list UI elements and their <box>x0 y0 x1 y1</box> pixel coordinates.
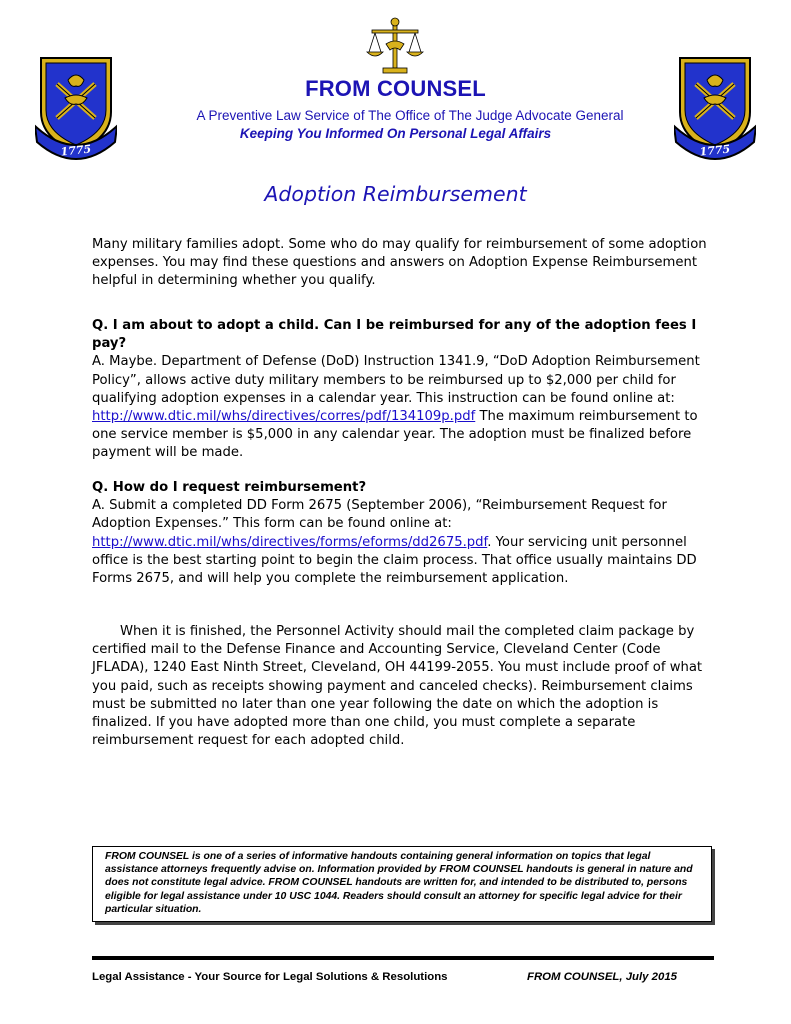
crest-year-right: 1775 <box>698 142 731 159</box>
footer-edition: FROM COUNSEL, July 2015 <box>527 971 678 983</box>
dd-form-link[interactable]: http://www.dtic.mil/whs/directives/forms/eforms/dd2675.pdf <box>92 534 488 550</box>
question-1: Q. I am about to adopt a child. Can I be reimbursed for any of the adoption fees I pay? <box>92 318 697 352</box>
scales-of-justice-icon <box>366 14 424 76</box>
intro-text: Many military families adopt. Some who do may qualify for reimbursement of some adoption expenses. You may find these questions and answers on Adoption Expense Reimbursement helpful in determining whether you qualify. <box>92 237 707 289</box>
crest-year-left: 1775 <box>59 142 92 159</box>
page-title: FROM COUNSEL <box>305 76 486 101</box>
closing-paragraph <box>92 623 712 750</box>
intro-paragraph <box>92 236 712 291</box>
question-2: Q. How do I request reimbursement? <box>92 480 367 495</box>
question-1-block <box>92 317 712 463</box>
page-subtitle: A Preventive Law Service of The Office of The Judge Advocate General <box>196 108 624 123</box>
answer-2-text-cont: . Your servicing unit personnel office is the best starting point to begin the claim process. That office usually maintains DD Forms 2675, and will help you complete the reimbursement application. <box>92 534 697 587</box>
footer-slogan: Legal Assistance - Your Source for Legal Solutions & Resolutions <box>92 971 448 983</box>
disclaimer-box: FROM COUNSEL is one of a series of informative handouts containing general information on topics that legal assistance attorneys frequently advise on. Information provided by FROM COUNSEL handouts is general in nature and does not constitute legal advice. FROM COUNSEL handouts are written for, and intended to be distributed to, persons eligible for legal assistance under 10 USC 1044. Readers should consult an attorney for specific legal advice for their particular situation. <box>92 846 712 922</box>
answer-1-text: A. Maybe. Department of Defense (DoD) Instruction 1341.9, “DoD Adoption Reimbursement Policy”, allows active duty military members to be reimbursed up to $2,000 per child for qualifying adoption expenses in a calendar year. This instruction can be found online at: <box>92 354 700 406</box>
answer-2 <box>92 497 712 588</box>
answer-2-text: A. Submit a completed DD Form 2675 (September 2006), “Reimbursement Request for Adoption Expenses.” This form can be found online at: <box>92 498 667 532</box>
question-2-block <box>92 479 712 588</box>
closing-text: When it is finished, the Personnel Activity should mail the completed claim package by certified mail to the Defense Finance and Accounting Service, Cleveland Center (Code JFLADA), 1240 East Ninth Street, Cleveland, OH 44199-2055. You must include proof of what you paid, such as receipts showing payment and canceled checks). Reimbursement claims must be submitted no later than one year following the date on which the adoption is finalized. If you have adopted more than one child, you must complete a separate reimbursement request for each adopted child. <box>92 624 703 749</box>
footer-divider <box>92 956 714 960</box>
answer-1 <box>92 353 712 462</box>
document-title: Adoption Reimbursement <box>264 182 527 206</box>
dod-instruction-link[interactable]: http://www.dtic.mil/whs/directives/corres/pdf/134109p.pdf <box>92 409 476 425</box>
page-tagline: Keeping You Informed On Personal Legal Affairs <box>239 126 552 141</box>
answer-1-text-cont: The maximum reimbursement to one service member is $5,000 in any calendar year. The adoption must be finalized before payment will be made. <box>92 409 698 461</box>
